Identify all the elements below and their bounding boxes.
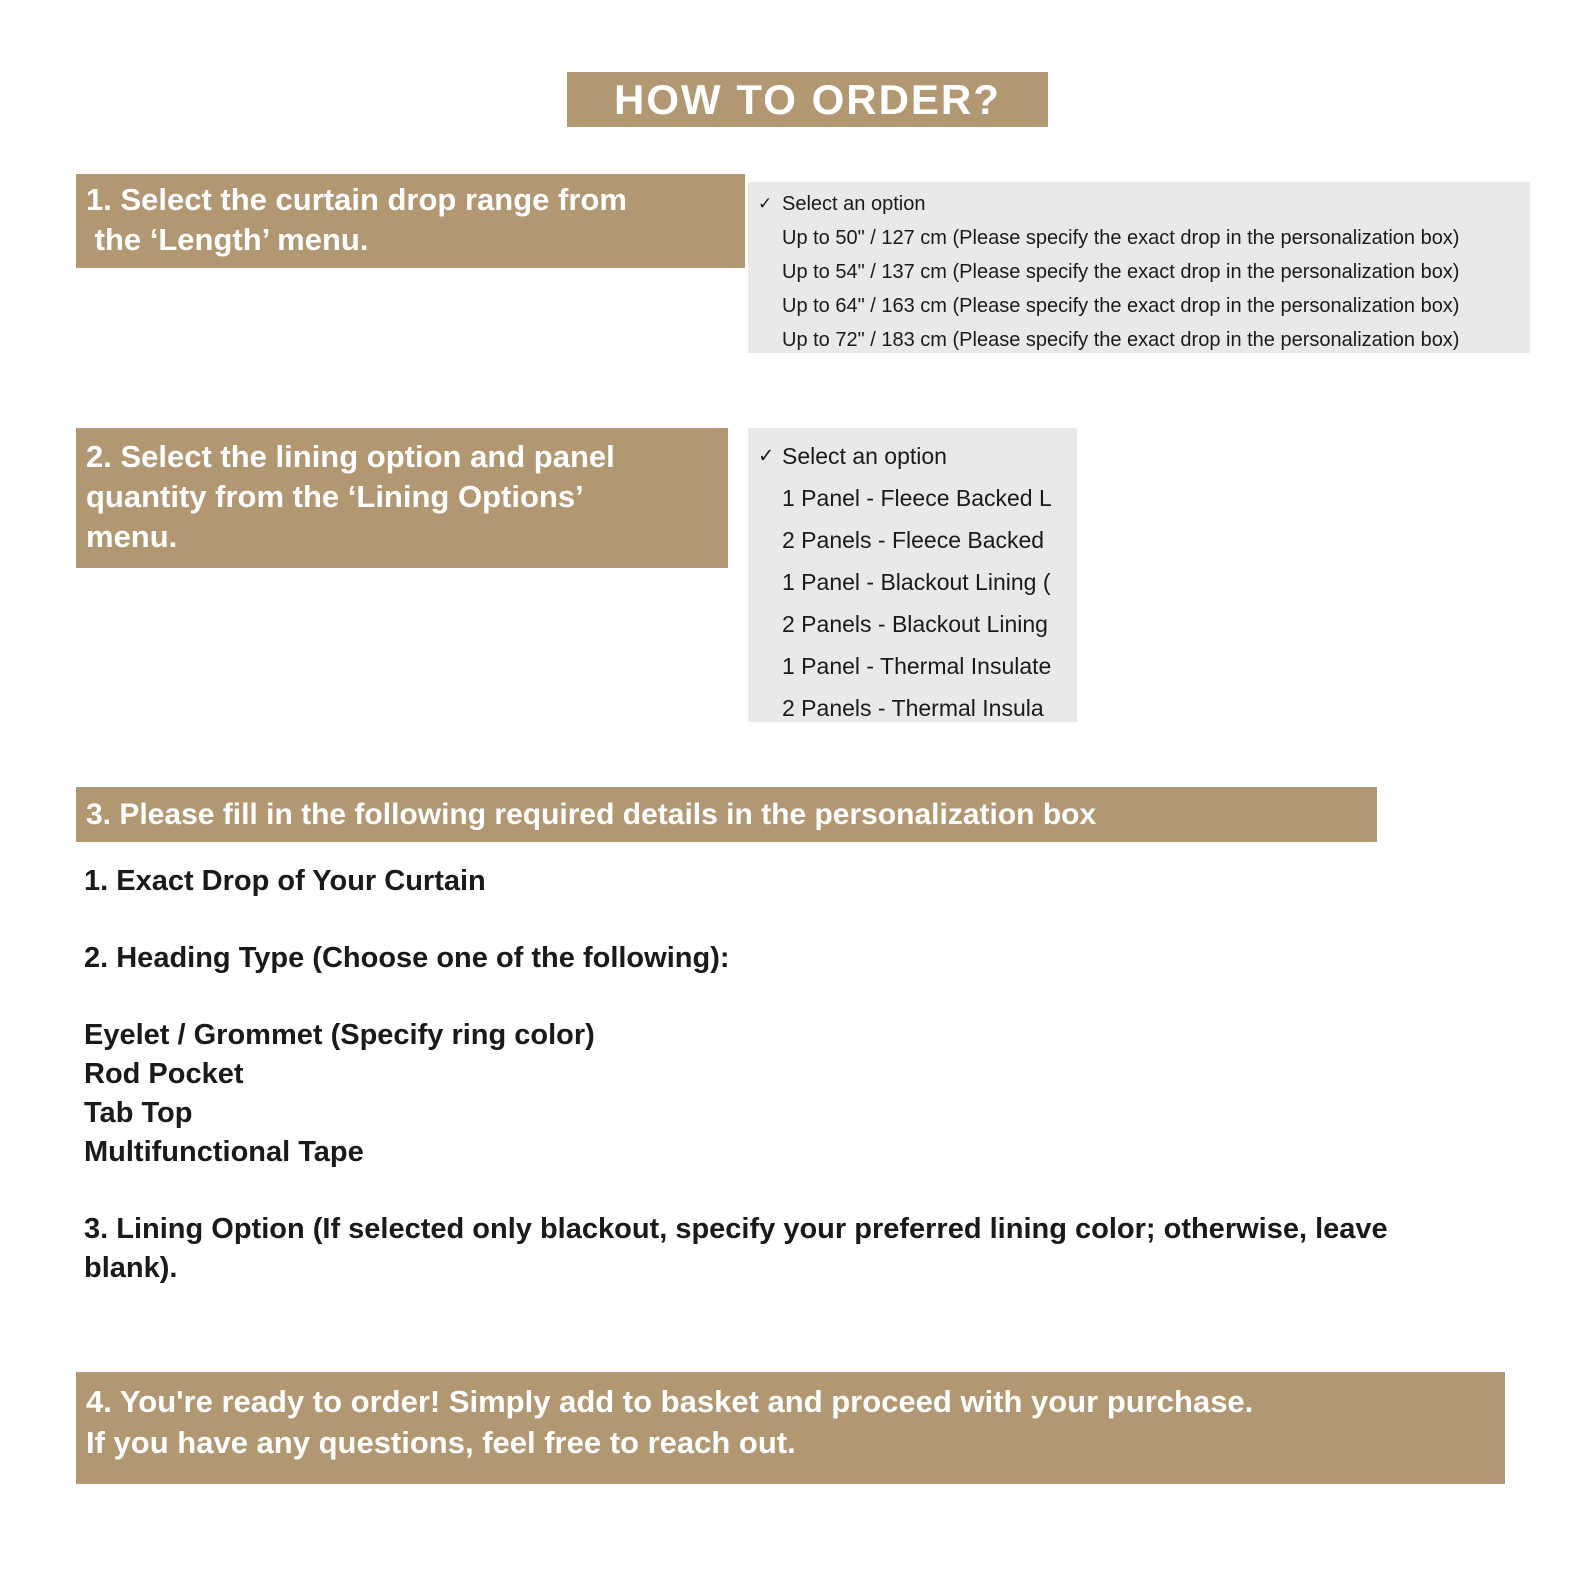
- lining-dropdown-selected[interactable]: [748, 435, 1077, 477]
- detail-heading-type: 2. Heading Type (Choose one of the following):: [84, 942, 730, 974]
- lining-dropdown-menu: [748, 428, 1077, 722]
- length-dropdown-option-label: Up to 50" / 127 cm (Please specify the exact drop in the personalization box): [782, 226, 1460, 249]
- lining-dropdown-option[interactable]: [748, 477, 1077, 519]
- heading-type-option: Eyelet / Grommet (Specify ring color): [84, 1019, 595, 1051]
- heading-type-option: Rod Pocket: [84, 1058, 244, 1090]
- lining-dropdown-option-label: 1 Panel - Blackout Lining (: [782, 568, 1051, 595]
- step2-instruction-banner: [76, 428, 728, 568]
- detail-exact-drop: 1. Exact Drop of Your Curtain: [84, 865, 486, 897]
- lining-dropdown-option-label: 2 Panels - Blackout Lining: [782, 610, 1048, 637]
- lining-dropdown-option[interactable]: [748, 645, 1077, 687]
- step2-line3: menu.: [86, 519, 178, 554]
- step3-instruction-banner: [76, 787, 1377, 842]
- checkmark-icon: ✓: [758, 445, 775, 467]
- personalization-details: [84, 862, 1514, 1288]
- lining-dropdown-option[interactable]: [748, 687, 1077, 722]
- length-dropdown-option-label: Up to 64" / 163 cm (Please specify the exact drop in the personalization box): [782, 294, 1460, 317]
- length-dropdown-option[interactable]: [748, 289, 1530, 323]
- page-title: HOW TO ORDER?: [614, 75, 1001, 123]
- title-banner: [567, 72, 1048, 127]
- lining-dropdown-option-label: 2 Panels - Fleece Backed: [782, 526, 1045, 553]
- step1-line1: 1. Select the curtain drop range from: [86, 182, 627, 217]
- step3-heading: 3. Please fill in the following required details in the personalization box: [86, 797, 1097, 831]
- heading-type-option: Tab Top: [84, 1097, 193, 1129]
- length-dropdown-menu: [748, 182, 1530, 353]
- length-dropdown-option-label: Up to 54" / 137 cm (Please specify the exact drop in the personalization box): [782, 260, 1460, 283]
- step1-line2: the ‘Length’ menu.: [86, 222, 369, 257]
- step4-line2: If you have any questions, feel free to reach out.: [86, 1425, 796, 1460]
- step4-instruction-banner: [76, 1372, 1505, 1484]
- heading-type-option: Multifunctional Tape: [84, 1136, 364, 1168]
- length-dropdown-selected-label: Select an option: [782, 192, 926, 215]
- checkmark-icon: ✓: [758, 194, 773, 213]
- length-dropdown-option[interactable]: [748, 323, 1530, 353]
- lining-dropdown-selected-label: Select an option: [782, 442, 947, 469]
- length-dropdown-option[interactable]: [748, 221, 1530, 255]
- length-dropdown-selected[interactable]: [748, 187, 1530, 221]
- lining-dropdown-option-label: 1 Panel - Fleece Backed L: [782, 484, 1052, 511]
- lining-dropdown-option[interactable]: [748, 519, 1077, 561]
- step1-instruction-banner: [76, 174, 745, 268]
- step2-line2: quantity from the ‘Lining Options’: [86, 479, 584, 514]
- lining-dropdown-option-label: 2 Panels - Thermal Insula: [782, 694, 1044, 721]
- lining-dropdown-option[interactable]: [748, 603, 1077, 645]
- length-dropdown-option-label: Up to 72" / 183 cm (Please specify the exact drop in the personalization box): [782, 328, 1460, 351]
- lining-dropdown-option[interactable]: [748, 561, 1077, 603]
- detail-lining-option: 3. Lining Option (If selected only blackout, specify your preferred lining color; otherwise, leave blank).: [84, 1213, 1388, 1284]
- length-dropdown-option[interactable]: [748, 255, 1530, 289]
- step2-line1: 2. Select the lining option and panel: [86, 439, 615, 474]
- step4-line1: 4. You're ready to order! Simply add to basket and proceed with your purchase.: [86, 1384, 1254, 1419]
- lining-dropdown-option-label: 1 Panel - Thermal Insulate: [782, 652, 1052, 679]
